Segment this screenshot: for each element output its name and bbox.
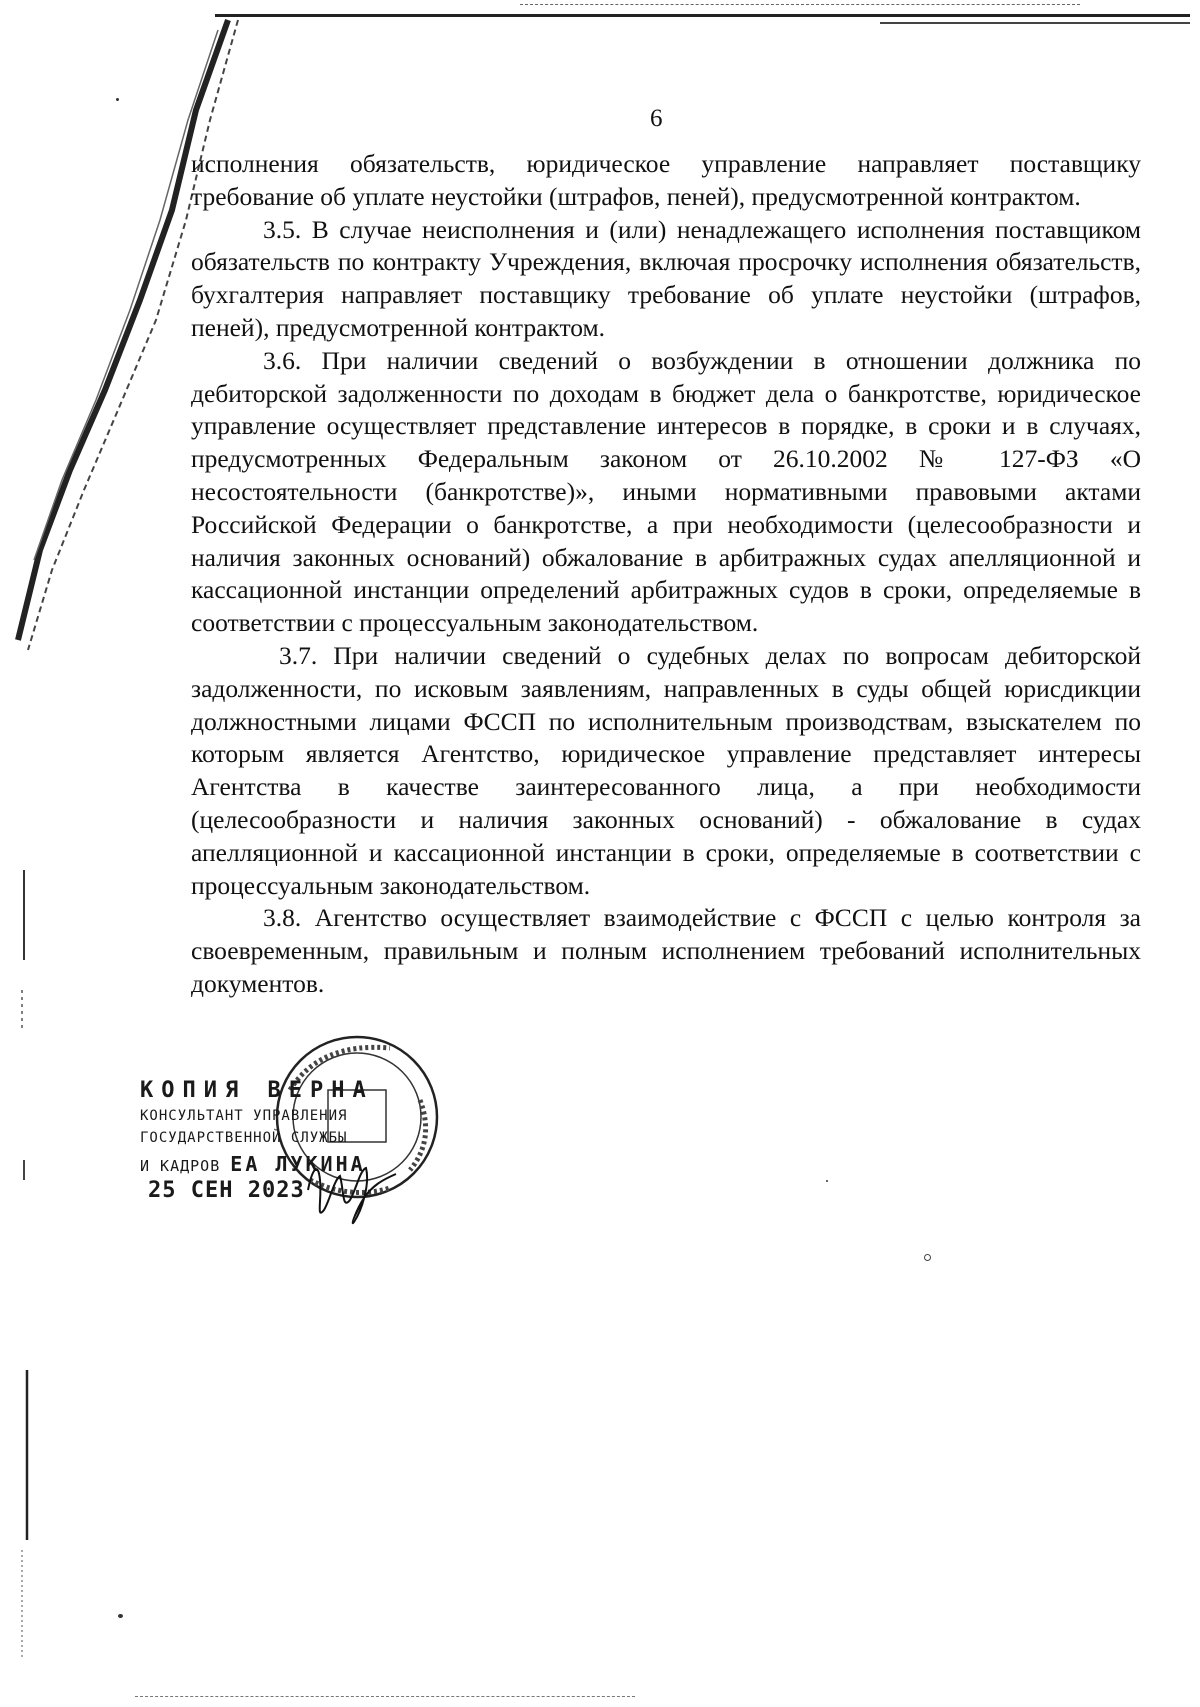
stamp-date: 25 СЕН 2023 [148, 1178, 305, 1203]
handwritten-signature [300, 1150, 410, 1230]
scan-top-rule [215, 14, 1190, 17]
scan-speck [118, 1614, 123, 1618]
stamp-signatory-name: ЕА ЛУКИНА [230, 1152, 366, 1176]
stamp-department: ГОСУДАРСТВЕННОЙ СЛУЖБЫ [140, 1130, 348, 1146]
scan-top-dashes [520, 4, 1080, 5]
paragraph-3-5: 3.5. В случае неисполнения и (или) ненадлежащего исполнения поставщиком обязательств по контракту Учреждения, включая просрочку исполнения обязательств, бухгалтерия направляет поставщику требование об уплате неустойки (штрафов, пеней), предусмотренной контрактом. [191, 214, 1141, 342]
paragraph-3-6: 3.6. При наличии сведений о возбуждении в отношении должника по дебиторской задолженности по доходам в бюджет дела о банкротстве, юридическое управление осуществляет представление интересов в порядке, в сроки и в случаях, предусмотренных Федеральным законом от 26.10.2002 № 127-ФЗ «О несостоятельности (банкротстве)», иными нормативными правовыми актами Российской Федерации о банкротстве, а при необходимости (целесообразности и наличия законных оснований) обжалование в арбитражных судах апелляционной и кассационной инстанции определений арбитражных судов в сроки, определяемые в соответствии с процессуальным законодательством. [191, 345, 1141, 638]
paragraph-3-8: 3.8. Агентство осуществляет взаимодействие с ФССП с целью контроля за своевременным, правильным и полным исполнением требований исполнительных документов. [191, 903, 1141, 998]
scan-top-rule-right [880, 22, 1190, 24]
scan-speck [826, 1180, 828, 1182]
document-body [191, 148, 1141, 1001]
paragraph-3-7: 3.7. При наличии сведений о судебных делах по вопросам дебиторской задолженности, по исковым заявлениям, направленных в суды общей юрисдикции должностными лицами ФССП по исполнительным производствам, взыскателем по которым является Агентство, юридическое управление представляет интересы Агентства в качестве заинтересованного лица, а при необходимости (целесообразности и наличия законных оснований) - обжалование в судах апелляционной и кассационной инстанции в сроки, определяемые в соответствии с процессуальным законодательством. [191, 640, 1141, 900]
stamp-department-end: И КАДРОВ [140, 1157, 221, 1175]
page-number: 6 [650, 105, 663, 132]
stamp-copy-verified: КОПИЯ ВЕРНА [140, 1078, 374, 1103]
scan-bottom-dashes [135, 1696, 635, 1697]
scan-speck [116, 98, 119, 101]
paragraph-continued: исполнения обязательств, юридическое управление направляет поставщику требование об уплате неустойки (штрафов, пеней), предусмотренной контрактом. [191, 149, 1141, 211]
scan-left-edge-marks [10, 850, 30, 1670]
scan-speck [924, 1254, 931, 1261]
stamp-position: КОНСУЛЬТАНТ УПРАВЛЕНИЯ [140, 1108, 348, 1124]
